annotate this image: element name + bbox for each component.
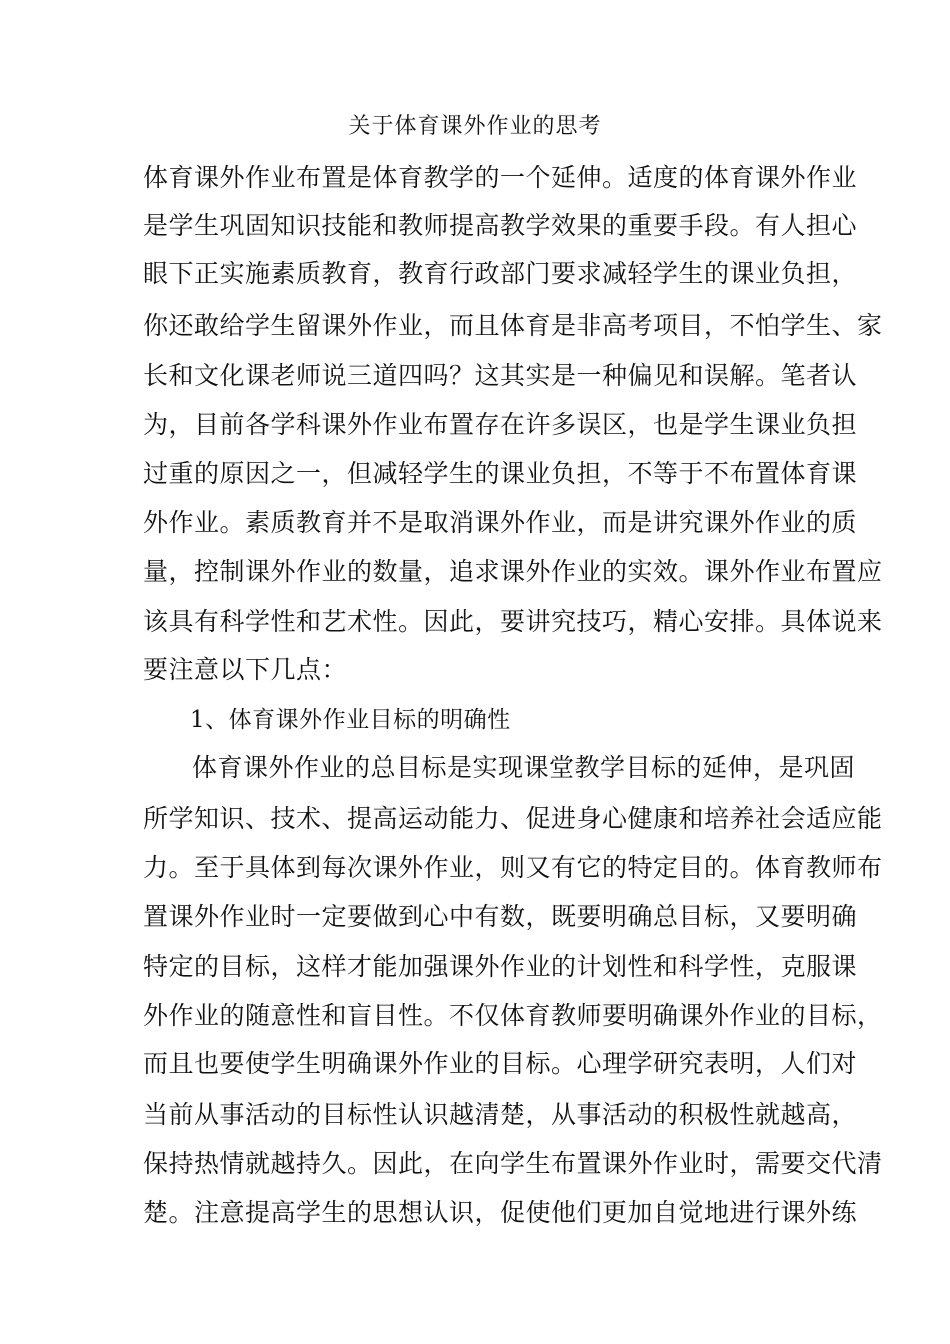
paragraph-line: 为，目前各学科课外作业布置存在许多误区，也是学生课业负担 bbox=[143, 410, 858, 439]
paragraph-line: 力。至于具体到每次课外作业，则又有它的特定目的。体育教师布 bbox=[143, 853, 883, 882]
paragraph-line: 该具有科学性和艺术性。因此，要讲究技巧，精心安排。具体说来 bbox=[143, 607, 883, 636]
paragraph-line: 体育课外作业布置是体育教学的一个延伸。适度的体育课外作业 bbox=[143, 163, 858, 192]
paragraph-line: 是学生巩固知识技能和教师提高教学效果的重要手段。有人担心 bbox=[143, 211, 858, 240]
paragraph-line: 置课外作业时一定要做到心中有数，既要明确总目标，又要明确 bbox=[143, 902, 858, 931]
paragraph-line: 所学知识、技术、提高运动能力、促进身心健康和培养社会适应能 bbox=[143, 804, 883, 833]
paragraph-line: 体育课外作业的总目标是实现课堂教学目标的延伸，是巩固 bbox=[192, 753, 856, 782]
paragraph-line: 外作业。素质教育并不是取消课外作业，而是讲究课外作业的质 bbox=[143, 508, 858, 537]
paragraph-line: 过重的原因之一，但减轻学生的课业负担，不等于不布置体育课 bbox=[143, 459, 858, 488]
paragraph-line: 保持热情就越持久。因此，在向学生布置课外作业时，需要交代清 bbox=[143, 1149, 883, 1178]
paragraph-line: 特定的目标，这样才能加强课外作业的计划性和科学性，克服课 bbox=[143, 952, 858, 981]
paragraph-line: 眼下正实施素质教育，教育行政部门要求减轻学生的课业负担， bbox=[143, 259, 858, 288]
paragraph-line: 长和文化课老师说三道四吗？这其实是一种偏见和误解。笔者认 bbox=[143, 361, 858, 390]
paragraph-line: 要注意以下几点： bbox=[143, 655, 348, 684]
paragraph-line: 而且也要使学生明确课外作业的目标。心理学研究表明，人们对 bbox=[143, 1049, 858, 1078]
paragraph-line: 外作业的随意性和盲目性。不仅体育教师要明确课外作业的目标， bbox=[143, 1001, 883, 1030]
section-heading: 1、体育课外作业目标的明确性 bbox=[190, 707, 511, 733]
document-title: 关于体育课外作业的思考 bbox=[348, 114, 602, 139]
paragraph-line: 你还敢给学生留课外作业，而且体育是非高考项目，不怕学生、家 bbox=[143, 311, 883, 340]
paragraph-line: 当前从事活动的目标性认识越清楚，从事活动的积极性就越高， bbox=[143, 1100, 858, 1129]
paragraph-line: 量，控制课外作业的数量，追求课外作业的实效。课外作业布置应 bbox=[143, 557, 883, 586]
paragraph-line: 楚。注意提高学生的思想认识，促使他们更加自觉地进行课外练 bbox=[143, 1198, 858, 1227]
